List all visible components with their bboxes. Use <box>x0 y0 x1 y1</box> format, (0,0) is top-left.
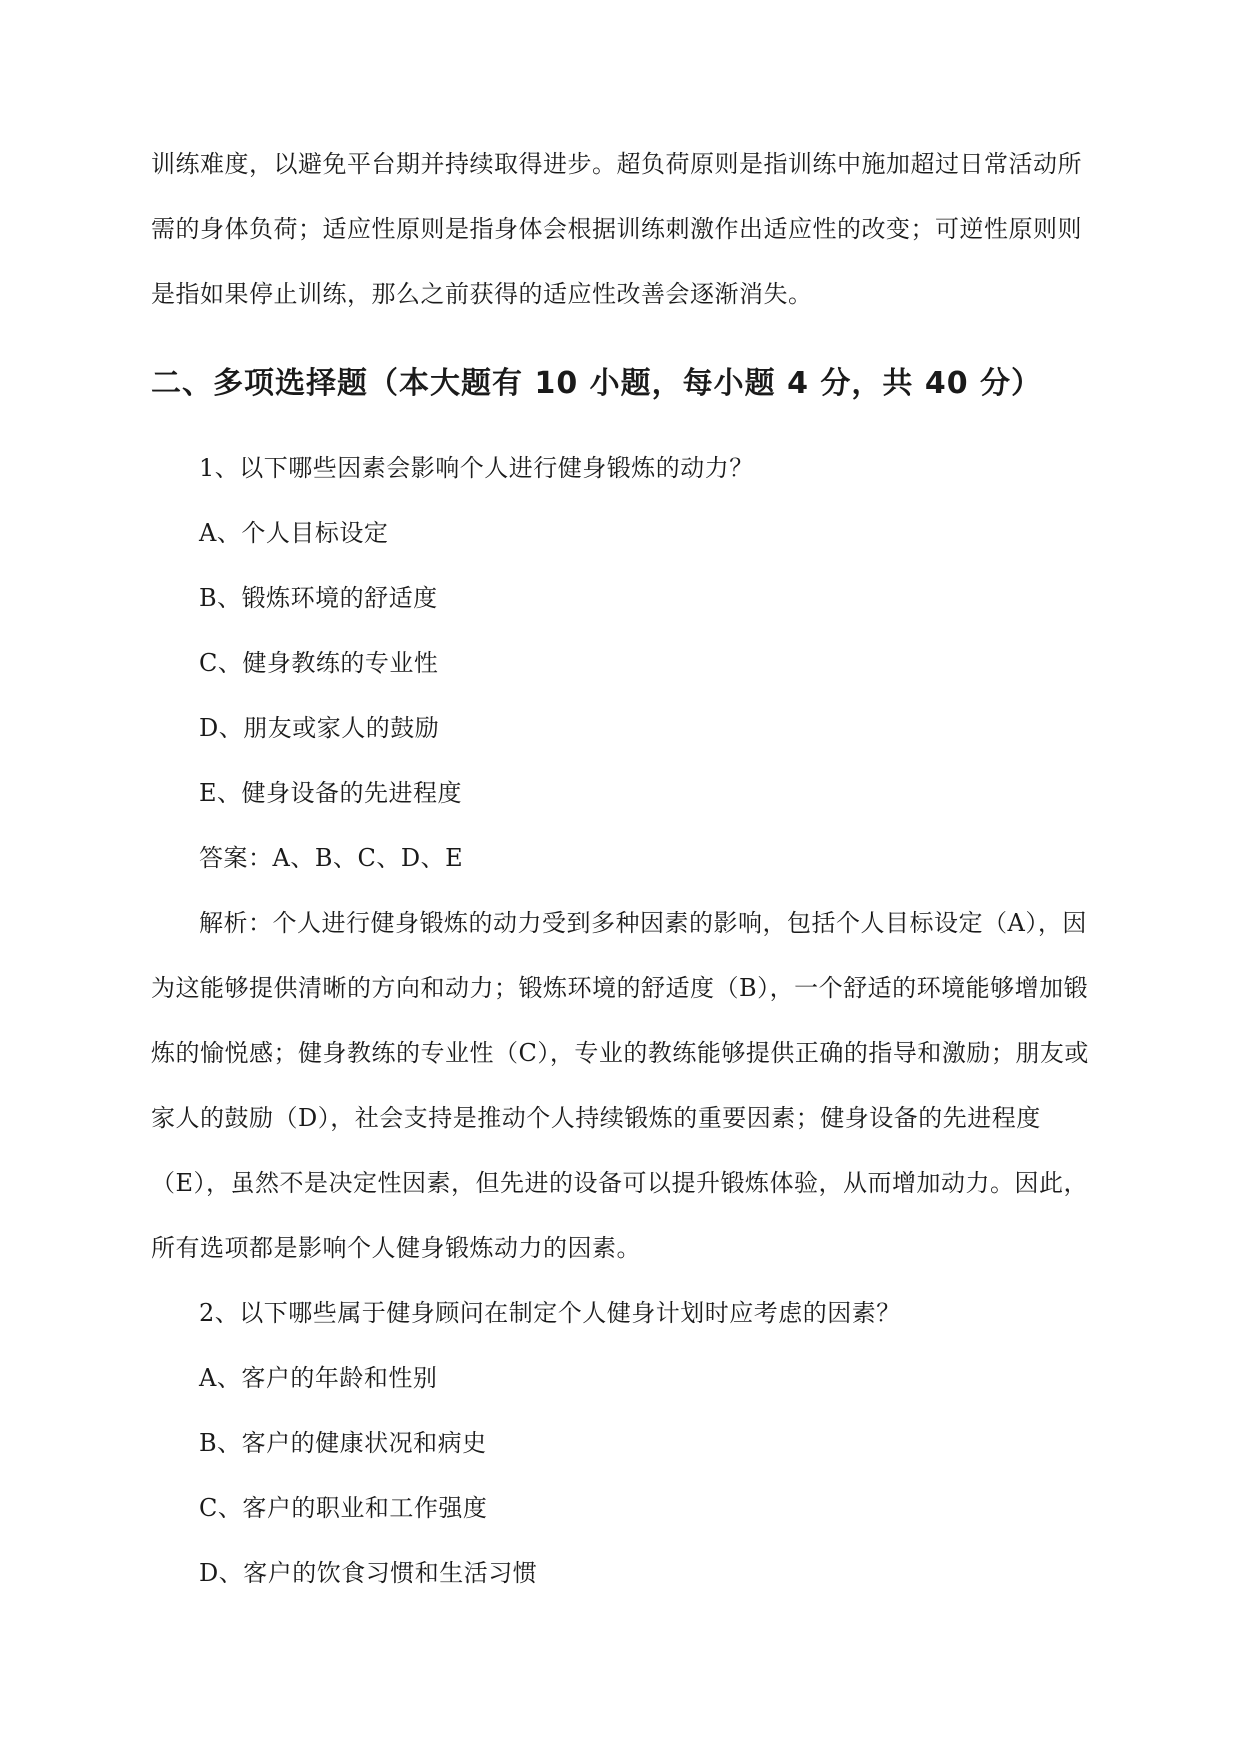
q1-option-d: D、朋友或家人的鼓励 <box>199 714 440 742</box>
q2-option-c: C、客户的职业和工作强度 <box>199 1494 488 1522</box>
q2-option-d: D、客户的饮食习惯和生活习惯 <box>199 1559 538 1587</box>
q1-analysis-line: 所有选项都是影响个人健身锻炼动力的因素。 <box>151 1234 641 1262</box>
q1-option-b: B、锻炼环境的舒适度 <box>199 584 438 612</box>
q1-analysis-line: 为这能够提供清晰的方向和动力；锻炼环境的舒适度（B），一个舒适的环境能够增加锻 <box>151 974 1089 1002</box>
section-heading: 二、多项选择题（本大题有 10 小题，每小题 4 分，共 40 分） <box>151 366 1043 401</box>
q1-option-e: E、健身设备的先进程度 <box>199 779 463 807</box>
q1-option-c: C、健身教练的专业性 <box>199 649 439 677</box>
q2-option-b: B、客户的健康状况和病史 <box>199 1429 487 1457</box>
continuation-paragraph <box>151 132 1082 327</box>
q1-analysis-line: （E），虽然不是决定性因素，但先进的设备可以提升锻炼体验，从而增加动力。因此， <box>151 1169 1089 1197</box>
q1-option-a: A、个人目标设定 <box>199 519 389 547</box>
question-2-text: 2、以下哪些属于健身顾问在制定个人健身计划时应考虑的因素？ <box>199 1299 901 1327</box>
q2-option-a: A、客户的年龄和性别 <box>199 1364 438 1392</box>
continuation-line: 是指如果停止训练，那么之前获得的适应性改善会逐渐消失。 <box>151 280 813 308</box>
continuation-line: 训练难度，以避免平台期并持续取得进步。超负荷原则是指训练中施加超过日常活动所 <box>151 150 1082 178</box>
q1-answer: 答案：A、B、C、D、E <box>199 844 464 872</box>
q1-analysis-line: 解析：个人进行健身锻炼的动力受到多种因素的影响，包括个人目标设定（A），因 <box>199 909 1087 937</box>
question-1-text: 1、以下哪些因素会影响个人进行健身锻炼的动力？ <box>199 454 754 482</box>
continuation-line: 需的身体负荷；适应性原则是指身体会根据训练刺激作出适应性的改变；可逆性原则则 <box>151 215 1082 243</box>
q1-analysis <box>151 891 1089 1281</box>
q1-analysis-line: 炼的愉悦感；健身教练的专业性（C），专业的教练能够提供正确的指导和激励；朋友或 <box>151 1039 1089 1067</box>
q1-analysis-line: 家人的鼓励（D），社会支持是推动个人持续锻炼的重要因素；健身设备的先进程度 <box>151 1104 1041 1132</box>
